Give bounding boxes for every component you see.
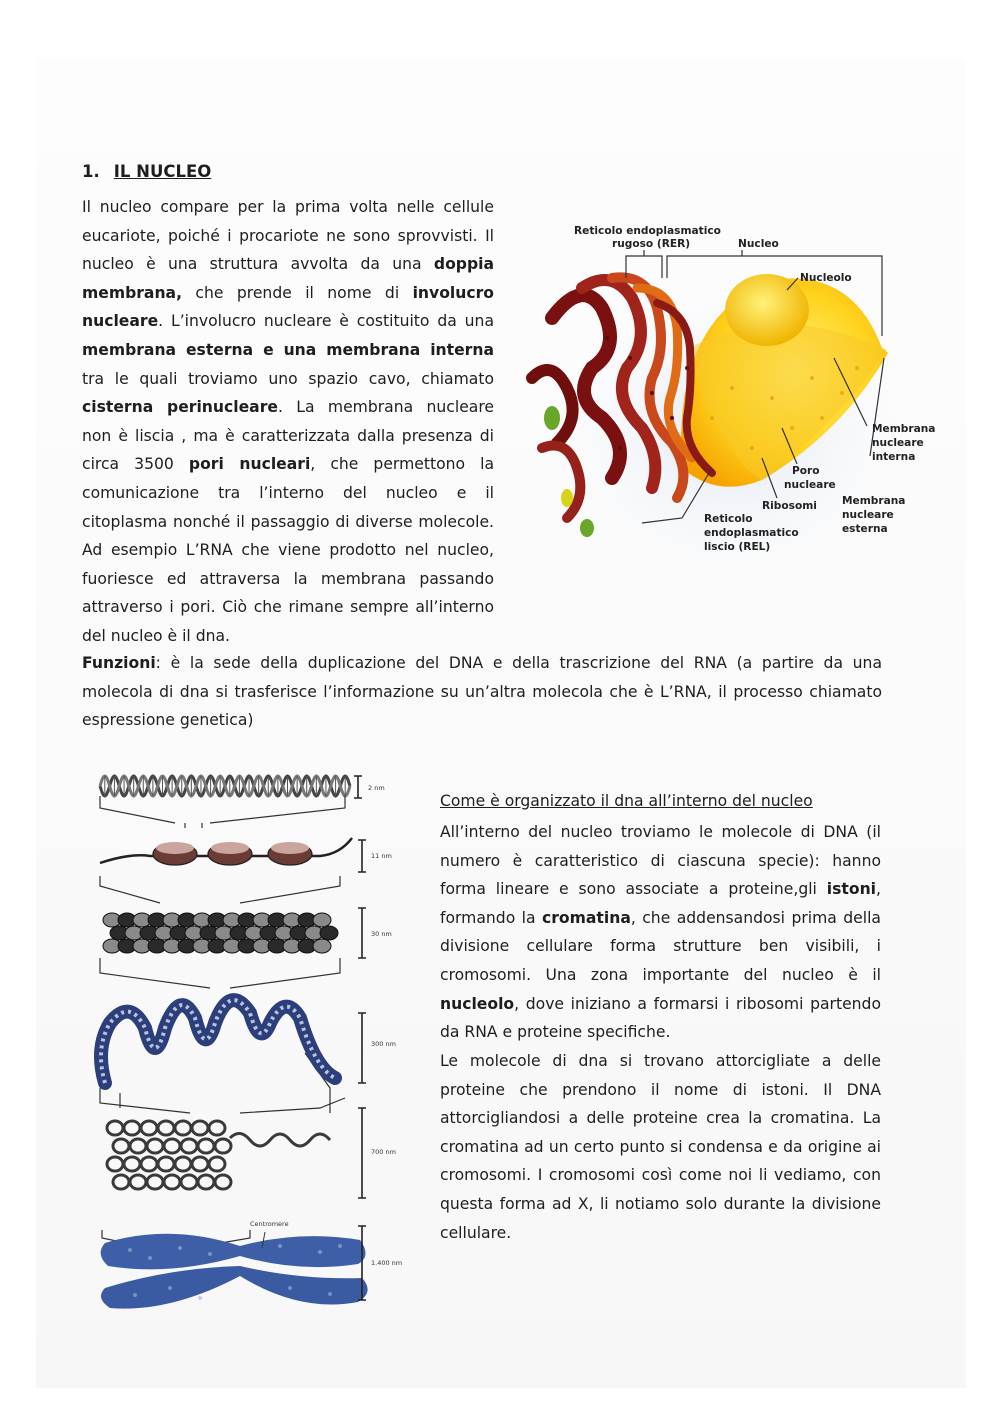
centromere-label: Centromere bbox=[250, 1220, 289, 1228]
emphasis-term: nucleolo bbox=[440, 994, 515, 1013]
scale-bars bbox=[354, 776, 366, 1300]
emphasis-term: membrana esterna e una membrana interna bbox=[82, 340, 494, 359]
text-run: Il nucleo compare per la prima volta nelle cellule eucariote, poiché i procariote ne sono sprovvisti. Il nucleo è una struttura avvolta da una bbox=[82, 198, 494, 274]
emphasis-term: pori nucleari bbox=[188, 455, 311, 474]
organization-paragraph-2 bbox=[440, 1047, 881, 1247]
label-inner-membrane-3: interna bbox=[872, 451, 916, 463]
label-rel-2: endoplasmatico bbox=[704, 527, 799, 539]
label-rer-1: Reticolo endoplasmatico bbox=[574, 225, 721, 237]
condensed-section-700nm bbox=[107, 1121, 330, 1189]
label-outer-membrane-3: esterna bbox=[842, 523, 888, 535]
scale-700nm: 700 nm bbox=[371, 1148, 396, 1156]
label-inner-membrane-2: nucleare bbox=[872, 437, 924, 449]
label-nucleolo: Nucleolo bbox=[800, 272, 852, 284]
label-rer-2: rugoso (RER) bbox=[612, 238, 691, 250]
nucleus-diagram bbox=[512, 218, 952, 576]
text-run: Le molecole di dna si trovano attorcigliate a delle proteine che prendono il nome di istoni. Il DNA attorcigliandosi a delle proteine crea la cromatina. La cromatina ad un certo punto si condensa e da origine ai cromosomi. I cromosomi così come noi li vediamo, con questa forma ad X, li notiamo solo durante la divisione cellulare. bbox=[440, 1052, 881, 1242]
emphasis-term: cisterna perinucleare bbox=[82, 398, 278, 417]
organization-heading: Come è organizzato il dna all’interno del nucleo bbox=[440, 792, 813, 810]
emphasis-term: doppia membrana, bbox=[82, 255, 494, 302]
text-run: , dove iniziano a formarsi i ribosomi partendo da RNA e proteine specifiche. bbox=[440, 994, 881, 1042]
text-run: : è la sede della duplicazione del DNA e della trascrizione del RNA (a partire da una molecola di dna si trasferisce l’informazione su un’altra molecola che è L’RNA, il processo chiamato espressione genetica) bbox=[82, 654, 882, 730]
text-run: tra le quali troviamo uno spazio cavo, chiamato bbox=[82, 369, 494, 388]
label-pore-2: nucleare bbox=[784, 479, 836, 491]
text-run: , che permettono la comunicazione tra l’interno del nucleo e il citoplasma nonché il passaggio di diverse molecole. Ad esempio L’RNA che viene prodotto nel nucleo, fuoriesce ed attraversa la membrana passando attraverso i pori. Ciò che rimane sempre all’interno del nucleo è il dna. bbox=[82, 455, 494, 645]
label-outer-membrane-2: nucleare bbox=[842, 509, 894, 521]
label-inner-membrane-1: Membrana bbox=[872, 423, 936, 435]
scale-30nm: 30 nm bbox=[371, 930, 392, 938]
emphasis-term: istoni bbox=[826, 880, 877, 899]
text-run: . La membrana nucleare non è liscia , ma è caratterizzata dalla presenza di circa 3500 bbox=[82, 398, 495, 474]
text-run: . L’involucro nucleare è costituito da una bbox=[158, 312, 494, 331]
functions-paragraph bbox=[82, 649, 882, 735]
text-run: che prende il nome di bbox=[182, 283, 413, 302]
text-run: All’interno del nucleo troviamo le molecole di DNA (il numero è caratteristico di ciascuna specie): hanno forma lineare e sono associate a proteine,gli bbox=[440, 823, 881, 899]
section-heading bbox=[82, 162, 211, 181]
chromosome bbox=[101, 1232, 368, 1309]
dna-packaging-diagram bbox=[90, 768, 420, 1313]
chromatin-fiber-30nm bbox=[103, 913, 338, 953]
emphasis-term: involucro nucleare bbox=[82, 283, 494, 331]
label-rel-1: Reticolo bbox=[704, 513, 753, 525]
double-helix bbox=[100, 776, 350, 796]
section-title: IL NUCLEO bbox=[113, 162, 212, 181]
chromatin-loops-300nm bbox=[101, 1000, 335, 1083]
intro-paragraph bbox=[82, 193, 494, 651]
nucleolus-shape bbox=[725, 274, 809, 346]
nucleosome-string bbox=[100, 838, 352, 865]
text-run: , che addensandosi prima della divisione cellulare forma strutture ben visibili, i cromosomi. Una zona importante del nucleo è il bbox=[440, 908, 881, 984]
scale-1400nm: 1.400 nm bbox=[371, 1259, 403, 1267]
label-pore-1: Poro bbox=[792, 465, 820, 477]
emphasis-term: cromatina bbox=[542, 908, 631, 927]
scale-300nm: 300 nm bbox=[371, 1040, 396, 1048]
label-outer-membrane-1: Membrana bbox=[842, 495, 906, 507]
label-nucleo: Nucleo bbox=[738, 238, 779, 250]
emphasis-term: Funzioni bbox=[82, 654, 156, 672]
section-number: 1. bbox=[82, 162, 100, 181]
text-run: , formando la bbox=[440, 880, 881, 927]
scale-11nm: 11 nm bbox=[371, 852, 392, 860]
organization-paragraph-1 bbox=[440, 818, 881, 1047]
label-rel-3: liscio (REL) bbox=[704, 541, 771, 553]
scale-2nm: 2 nm bbox=[368, 784, 385, 792]
label-ribosomi: Ribosomi bbox=[762, 500, 817, 512]
